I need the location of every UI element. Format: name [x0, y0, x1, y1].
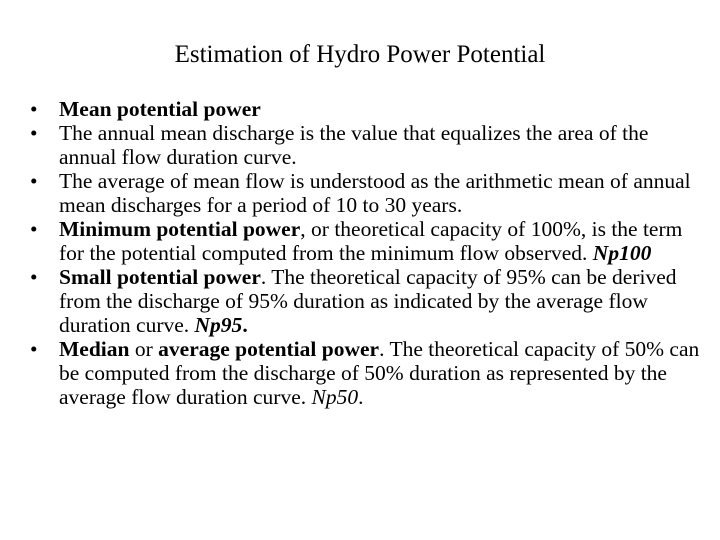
bullet-heading-secondary: average potential power — [158, 337, 380, 361]
bullet-heading: Median — [59, 337, 130, 361]
bullet-tag-period: . — [358, 385, 364, 409]
bullet-marker: • — [30, 337, 38, 361]
bullet-marker: • — [30, 169, 38, 193]
bullet-marker: • — [30, 217, 38, 241]
bullet-text: The average of mean flow is understood as the arithmetic mean of annual mean discharges for a period of 10 to 30 years. — [59, 169, 691, 217]
bullet-symbol-tag: Np50 — [311, 385, 359, 409]
bullet-average-mean-flow — [30, 169, 700, 217]
bullet-marker: • — [30, 121, 38, 145]
bullet-text: The annual mean discharge is the value that equalizes the area of the annual flow duration curve. — [59, 121, 649, 169]
bullet-heading: Small potential power — [59, 265, 261, 289]
slide-title: Estimation of Hydro Power Potential — [174, 41, 546, 68]
bullet-connector: or — [129, 337, 159, 361]
bullet-text: . The theoretical capacity of 95% can be derived from the discharge of 95% duration as indicated by the average flow duration curve. — [59, 265, 677, 337]
bullet-tag-period: . — [242, 313, 248, 337]
bullet-small-potential-power — [30, 265, 700, 337]
bullet-minimum-potential-power — [30, 217, 700, 265]
bullet-heading: Mean potential power — [59, 97, 261, 121]
bullet-symbol-tag: Np95 — [194, 313, 243, 337]
bullet-mean-potential-power — [30, 97, 700, 121]
bullet-heading: Minimum potential power — [59, 217, 301, 241]
bullet-symbol-tag: Np100 — [592, 241, 652, 265]
bullet-median-potential-power — [30, 337, 700, 409]
bullet-marker: • — [30, 265, 38, 289]
bullet-text: , or theoretical capacity of 100%, is the term for the potential computed from the minimum flow observed. — [59, 217, 683, 265]
bullet-marker: • — [30, 97, 38, 121]
bullet-list — [30, 97, 700, 409]
bullet-annual-mean-discharge — [30, 121, 700, 169]
bullet-text: . The theoretical capacity of 50% can be computed from the discharge of 50% duration as represented by the average flow duration curve. — [59, 337, 700, 409]
